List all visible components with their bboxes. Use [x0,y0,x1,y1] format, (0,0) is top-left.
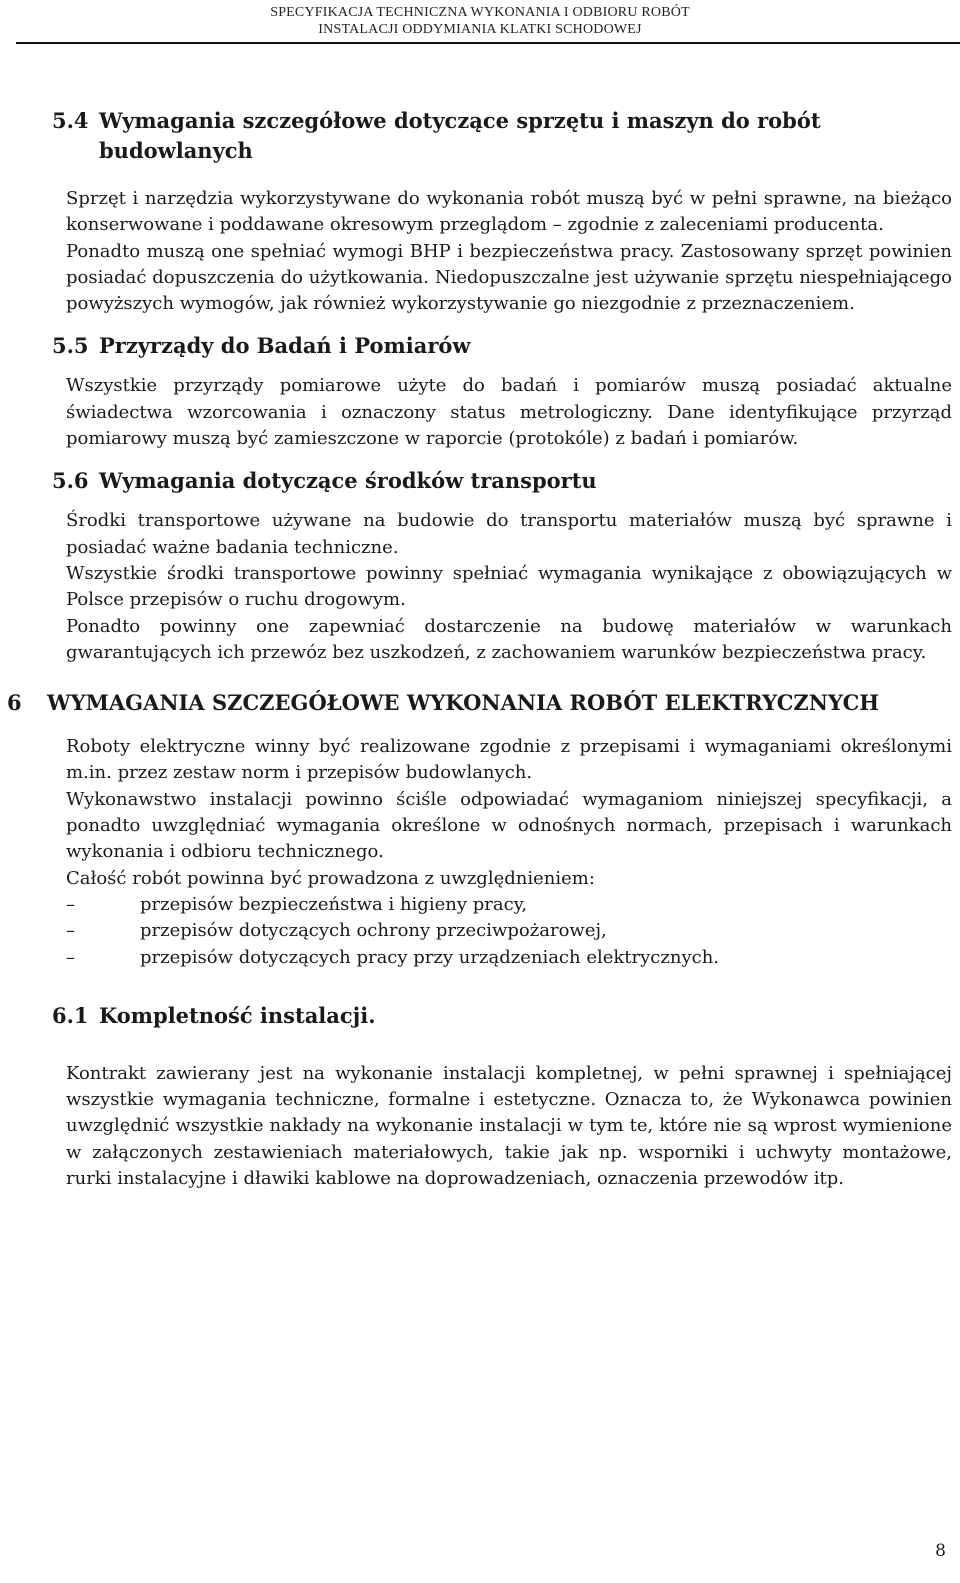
list-item [66,918,952,944]
page-number: 8 [935,1541,946,1561]
heading-6-1 [52,1001,952,1031]
heading-5-5 [52,331,952,361]
list-item-text: przepisów bezpieczeństwa i higieny pracy, [140,893,528,915]
paragraph: Środki transportowe używane na budowie do transportu materiałów muszą być sprawne i posiadać ważne badania techniczne. [66,510,952,558]
list-item [66,945,952,971]
paragraph: Ponadto muszą one spełniać wymogi BHP i bezpieczeństwa pracy. Zastosowany sprzęt powinien posiadać dopuszczenia do użytkowania. Niedopuszczalne jest używanie sprzętu niespełniającego powyższych wymogów, jak również wykorzystywanie go niezgodnie z przeznaczeniem. [66,240,952,315]
header-line-1: SPECYFIKACJA TECHNICZNA WYKONANIA I ODBIORU ROBÓT [270,5,690,20]
paragraph: Wszystkie przyrządy pomiarowe użyte do badań i pomiarów muszą posiadać aktualne świadectwa wzorcowania i oznaczony status metrologiczny. Dane identyfikujące przyrząd pomiarowy muszą być zamieszczone w raporcie (protokóle) z badań i pomiarów. [66,375,952,450]
section-title: Wymagania dotyczące środków transportu [99,468,597,494]
section-title: WYMAGANIA SZCZEGÓŁOWE WYKONANIA ROBÓT ELEKTRYCZNYCH [47,690,880,716]
document-body [7,106,952,1192]
heading-5-6 [52,466,952,496]
header-line-2: INSTALACJI ODDYMIANIA KLATKI SCHODOWEJ [318,22,642,37]
section-number: 5.4 [52,108,89,133]
list-item [66,892,952,918]
section-title: Wymagania szczegółowe dotyczące sprzętu i maszyn do robót budowlanych [99,108,821,163]
section-title: Przyrządy do Badań i Pomiarów [99,333,471,359]
section-number: 5.5 [52,333,89,359]
paragraph: Sprzęt i narzędzia wykorzystywane do wykonania robót muszą być w pełni sprawne, na bieżąco konserwowane i poddawane okresowym przeglądom – zgodnie z zaleceniami producenta. [66,188,952,236]
section-title: Kompletność instalacji. [99,1002,376,1028]
section-number: 6 [7,690,22,716]
page-header [0,4,960,38]
paragraph: Ponadto powinny one zapewniać dostarczenie na budowę materiałów w warunkach gwarantujących ich przewóz bez uszkodzeń, z zachowaniem warunków bezpieczeństwa pracy. [66,615,952,663]
paragraph: Wykonawstwo instalacji powinno ściśle odpowiadać wymaganiom niniejszej specyfikacji, a ponadto uwzględniać wymagania określone w odnośnych normach, przepisach i warunkach wykonania i odbioru technicznego. [66,788,952,863]
section-number: 6.1 [52,1002,89,1028]
paragraph: Wszystkie środki transportowe powinny spełniać wymagania wynikające z obowiązujących w Polsce przepisów o ruchu drogowym. [66,562,952,611]
requirements-list [66,892,952,971]
section-number: 5.6 [52,468,89,494]
list-item-text: przepisów dotyczących ochrony przeciwpożarowej, [140,920,607,942]
header-divider [16,42,960,44]
paragraph: Całość robót powinna być prowadzona z uwzględnieniem: [66,867,595,889]
list-dash: – [66,946,75,968]
list-item-text: przepisów dotyczących pracy przy urządzeniach elektrycznych. [140,946,720,968]
paragraph: Kontrakt zawierany jest na wykonanie instalacji kompletnej, w pełni sprawnej i spełniającej wszystkie wymagania techniczne, formalne i estetyczne. Oznacza to, że Wykonawca powinien uwzględnić wszystkie nakłady na wykonanie instalacji w tym te, które nie są wprost wymienione w załączonych zestawieniach materiałowych, takie jak np. wsporniki i uchwyty montażowe, rurki instalacyjne i dławiki kablowe na doprowadzeniach, oznaczenia przewodów itp. [66,1062,952,1190]
heading-5-4 [52,106,952,166]
paragraph: Roboty elektryczne winny być realizowane zgodnie z przepisami i wymaganiami określonymi m.in. przez zestaw norm i przepisów budowlanych. [66,736,952,784]
heading-6 [7,688,952,718]
list-dash: – [66,920,75,942]
list-dash: – [66,893,75,915]
